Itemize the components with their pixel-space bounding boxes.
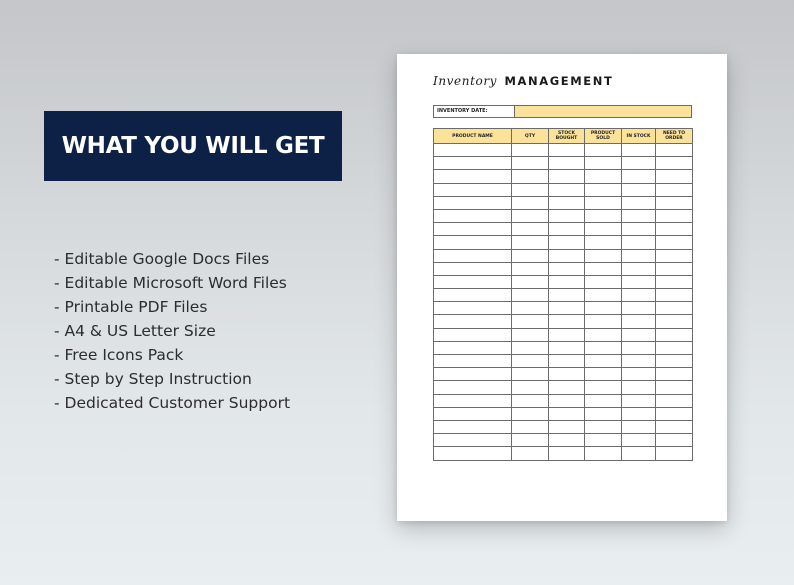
table-row xyxy=(434,302,693,315)
table-row xyxy=(434,183,693,196)
column-header-qty: QTY xyxy=(512,129,549,144)
table-cell xyxy=(512,262,549,275)
table-cell xyxy=(434,157,512,170)
table-cell xyxy=(549,355,585,368)
table-cell xyxy=(434,447,512,460)
table-cell xyxy=(622,447,656,460)
table-cell xyxy=(549,315,585,328)
table-cell xyxy=(512,302,549,315)
table-cell xyxy=(656,434,693,447)
table-cell xyxy=(512,275,549,288)
table-cell xyxy=(585,289,622,302)
table-cell xyxy=(585,420,622,433)
table-cell xyxy=(434,434,512,447)
table-cell xyxy=(585,315,622,328)
table-cell xyxy=(656,368,693,381)
column-header-stock-bought: STOCK BOUGHT xyxy=(549,129,585,144)
table-cell xyxy=(656,447,693,460)
column-header-product-sold: PRODUCT SOLD xyxy=(585,129,622,144)
table-cell xyxy=(656,170,693,183)
table-cell xyxy=(512,407,549,420)
table-cell xyxy=(549,223,585,236)
table-cell xyxy=(622,394,656,407)
table-cell xyxy=(434,328,512,341)
table-cell xyxy=(585,434,622,447)
table-cell xyxy=(656,209,693,222)
table-cell xyxy=(622,355,656,368)
table-cell xyxy=(585,157,622,170)
table-cell xyxy=(549,262,585,275)
table-row xyxy=(434,170,693,183)
banner xyxy=(44,111,342,181)
table-cell xyxy=(512,144,549,157)
table-cell xyxy=(622,170,656,183)
table-row xyxy=(434,328,693,341)
table-cell xyxy=(585,394,622,407)
table-cell xyxy=(622,302,656,315)
table-cell xyxy=(549,420,585,433)
feature-item: - Editable Google Docs Files xyxy=(54,250,270,268)
table-cell xyxy=(585,236,622,249)
table-cell xyxy=(512,394,549,407)
table-row xyxy=(434,341,693,354)
table-row xyxy=(434,144,693,157)
document-title-script: Inventory xyxy=(433,74,498,88)
table-cell xyxy=(585,381,622,394)
table-cell xyxy=(434,249,512,262)
table-cell xyxy=(585,196,622,209)
table-cell xyxy=(622,236,656,249)
table-cell xyxy=(622,144,656,157)
table-cell xyxy=(434,223,512,236)
table-cell xyxy=(512,368,549,381)
table-cell xyxy=(512,236,549,249)
table-row xyxy=(434,447,693,460)
table-row xyxy=(434,394,693,407)
table-cell xyxy=(585,328,622,341)
feature-item: - Dedicated Customer Support xyxy=(54,394,291,412)
table-cell xyxy=(512,157,549,170)
table-row xyxy=(434,434,693,447)
column-header-in-stock: IN STOCK xyxy=(622,129,656,144)
table-cell xyxy=(549,209,585,222)
table-cell xyxy=(549,328,585,341)
table-row xyxy=(434,249,693,262)
feature-item: - A4 & US Letter Size xyxy=(54,322,216,340)
table-row xyxy=(434,196,693,209)
table-cell xyxy=(512,289,549,302)
table-cell xyxy=(549,341,585,354)
banner-title: WHAT YOU WILL GET xyxy=(61,133,325,159)
table-cell xyxy=(656,302,693,315)
table-cell xyxy=(549,289,585,302)
table-cell xyxy=(512,447,549,460)
table-cell xyxy=(585,249,622,262)
table-body xyxy=(434,144,693,461)
inventory-date-row xyxy=(433,105,692,118)
table-row xyxy=(434,275,693,288)
table-cell xyxy=(549,196,585,209)
table-cell xyxy=(549,157,585,170)
feature-item: - Step by Step Instruction xyxy=(54,370,252,388)
table-row xyxy=(434,157,693,170)
table-cell xyxy=(434,355,512,368)
table-cell xyxy=(549,183,585,196)
table-cell xyxy=(549,381,585,394)
table-cell xyxy=(549,236,585,249)
table-cell xyxy=(656,341,693,354)
table-header-row xyxy=(434,129,693,144)
table-cell xyxy=(512,355,549,368)
table-cell xyxy=(622,289,656,302)
table-cell xyxy=(512,381,549,394)
table-cell xyxy=(434,368,512,381)
table-cell xyxy=(434,381,512,394)
table-cell xyxy=(585,355,622,368)
table-cell xyxy=(434,407,512,420)
feature-list xyxy=(54,247,290,415)
table-cell xyxy=(656,262,693,275)
table-cell xyxy=(434,144,512,157)
table-cell xyxy=(656,394,693,407)
inventory-document-preview xyxy=(397,54,727,521)
table-cell xyxy=(585,368,622,381)
table-row xyxy=(434,381,693,394)
table-cell xyxy=(549,447,585,460)
table-cell xyxy=(434,209,512,222)
table-cell xyxy=(434,420,512,433)
table-cell xyxy=(549,249,585,262)
table-cell xyxy=(512,196,549,209)
table-cell xyxy=(585,447,622,460)
table-cell xyxy=(585,223,622,236)
table-row xyxy=(434,236,693,249)
table-cell xyxy=(656,315,693,328)
table-cell xyxy=(549,394,585,407)
table-row xyxy=(434,355,693,368)
table-cell xyxy=(549,302,585,315)
table-cell xyxy=(549,170,585,183)
table-cell xyxy=(656,183,693,196)
table-cell xyxy=(656,407,693,420)
table-cell xyxy=(622,249,656,262)
table-cell xyxy=(622,223,656,236)
table-cell xyxy=(549,275,585,288)
table-cell xyxy=(656,381,693,394)
table-cell xyxy=(585,407,622,420)
table-cell xyxy=(656,328,693,341)
table-row xyxy=(434,262,693,275)
table-cell xyxy=(656,355,693,368)
table-cell xyxy=(434,302,512,315)
table-cell xyxy=(622,209,656,222)
table-cell xyxy=(434,341,512,354)
table-cell xyxy=(434,275,512,288)
table-cell xyxy=(622,328,656,341)
table-cell xyxy=(656,223,693,236)
table-cell xyxy=(656,236,693,249)
table-cell xyxy=(622,196,656,209)
table-cell xyxy=(434,196,512,209)
table-row xyxy=(434,368,693,381)
table-cell xyxy=(434,236,512,249)
table-cell xyxy=(512,249,549,262)
table-cell xyxy=(549,368,585,381)
feature-item: - Editable Microsoft Word Files xyxy=(54,274,287,292)
table-cell xyxy=(622,434,656,447)
document-title-caps: MANAGEMENT xyxy=(504,74,614,88)
table-cell xyxy=(585,209,622,222)
table-cell xyxy=(656,289,693,302)
document-title xyxy=(433,72,613,92)
table-cell xyxy=(622,183,656,196)
table-cell xyxy=(434,394,512,407)
table-cell xyxy=(512,341,549,354)
column-header-need-to-order: NEED TO ORDER xyxy=(656,129,693,144)
table-cell xyxy=(585,275,622,288)
table-cell xyxy=(512,209,549,222)
feature-item: - Printable PDF Files xyxy=(54,298,208,316)
table-cell xyxy=(512,434,549,447)
table-cell xyxy=(656,249,693,262)
inventory-table xyxy=(433,128,693,461)
table-cell xyxy=(622,157,656,170)
table-cell xyxy=(585,144,622,157)
table-cell xyxy=(622,262,656,275)
table-cell xyxy=(434,183,512,196)
inventory-date-label: INVENTORY DATE: xyxy=(434,106,515,117)
table-cell xyxy=(622,275,656,288)
table-cell xyxy=(434,289,512,302)
table-cell xyxy=(512,183,549,196)
table-cell xyxy=(622,315,656,328)
table-cell xyxy=(512,315,549,328)
table-cell xyxy=(656,196,693,209)
table-cell xyxy=(656,157,693,170)
table-cell xyxy=(622,420,656,433)
table-cell xyxy=(512,170,549,183)
inventory-date-field xyxy=(515,106,691,117)
table-cell xyxy=(622,368,656,381)
column-header-product-name: PRODUCT NAME xyxy=(434,129,512,144)
table-cell xyxy=(512,420,549,433)
table-cell xyxy=(585,170,622,183)
table-row xyxy=(434,223,693,236)
table-cell xyxy=(656,144,693,157)
table-cell xyxy=(656,420,693,433)
table-cell xyxy=(656,275,693,288)
table-cell xyxy=(512,223,549,236)
table-cell xyxy=(549,407,585,420)
table-row xyxy=(434,420,693,433)
table-cell xyxy=(434,170,512,183)
table-cell xyxy=(549,144,585,157)
table-row xyxy=(434,209,693,222)
table-cell xyxy=(549,434,585,447)
feature-item: - Free Icons Pack xyxy=(54,346,184,364)
table-row xyxy=(434,289,693,302)
table-cell xyxy=(585,302,622,315)
table-cell xyxy=(585,262,622,275)
table-cell xyxy=(434,315,512,328)
table-cell xyxy=(585,341,622,354)
table-cell xyxy=(434,262,512,275)
table-cell xyxy=(622,407,656,420)
table-cell xyxy=(512,328,549,341)
table-cell xyxy=(585,183,622,196)
table-cell xyxy=(622,341,656,354)
table-row xyxy=(434,407,693,420)
table-row xyxy=(434,315,693,328)
table-cell xyxy=(622,381,656,394)
